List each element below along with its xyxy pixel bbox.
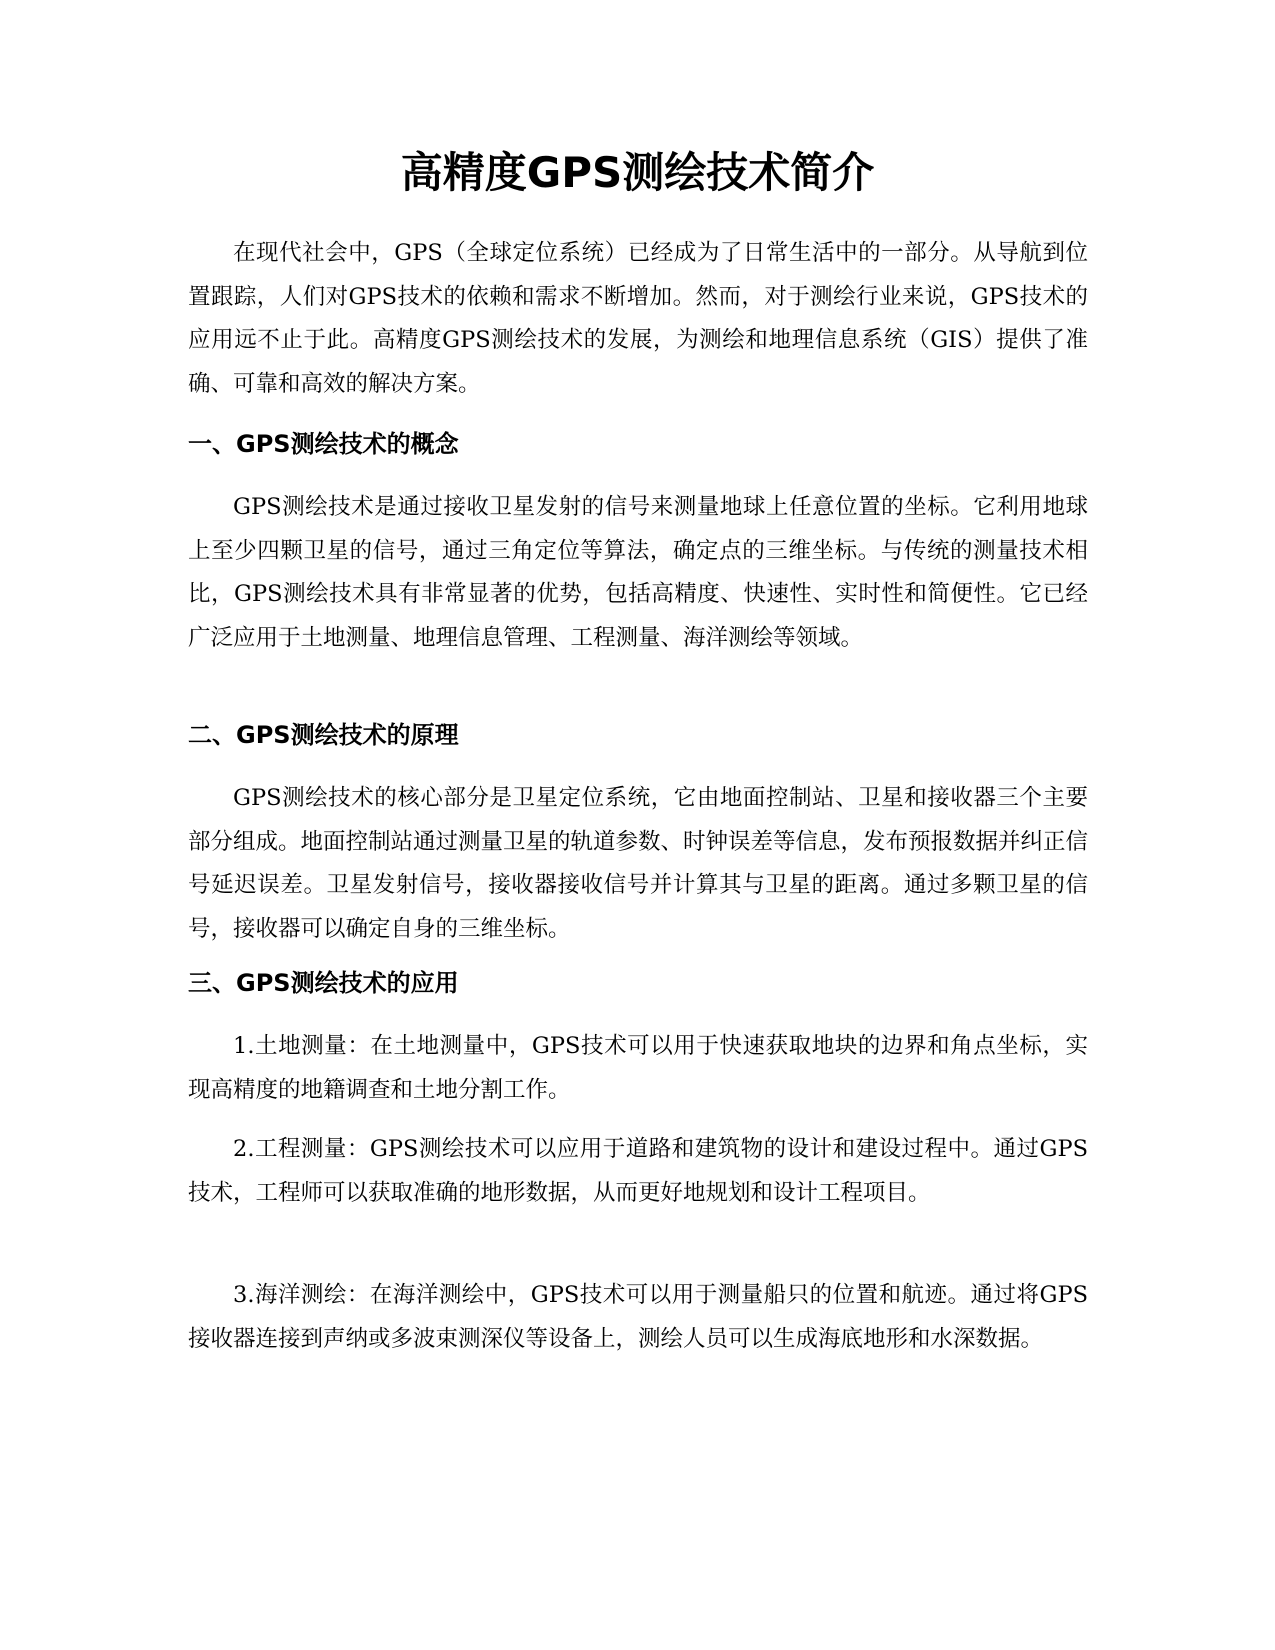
- section-1-heading: 一、GPS测绘技术的概念: [188, 430, 459, 458]
- application-item-2: 2.工程测量：GPS测绘技术可以应用于道路和建筑物的设计和建设过程中。通过GPS技术，工程师可以获取准确的地形数据，从而更好地规划和设计工程项目。: [188, 1136, 1088, 1206]
- application-item-3: 3.海洋测绘：在海洋测绘中，GPS技术可以用于测量船只的位置和航迹。通过将GPS接收器连接到声纳或多波束测深仪等设备上，测绘人员可以生成海底地形和水深数据。: [188, 1282, 1088, 1352]
- section-3-heading: 三、GPS测绘技术的应用: [188, 969, 459, 997]
- section-1-paragraph: GPS测绘技术是通过接收卫星发射的信号来测量地球上任意位置的坐标。它利用地球上至少四颗卫星的信号，通过三角定位等算法，确定点的三维坐标。与传统的测量技术相比，GPS测绘技术具有非常显著的优势，包括高精度、快速性、实时性和简便性。它已经广泛应用于土地测量、地理信息管理、工程测量、海洋测绘等领域。: [188, 494, 1088, 651]
- intro-paragraph: 在现代社会中，GPS（全球定位系统）已经成为了日常生活中的一部分。从导航到位置跟踪，人们对GPS技术的依赖和需求不断增加。然而，对于测绘行业来说，GPS技术的应用远不止于此。高精度GPS测绘技术的发展，为测绘和地理信息系统（GIS）提供了准确、可靠和高效的解决方案。: [188, 240, 1088, 397]
- document-title: 高精度GPS测绘技术简介: [400, 148, 875, 197]
- application-item-1: 1.土地测量：在土地测量中，GPS技术可以用于快速获取地块的边界和角点坐标，实现高精度的地籍调查和土地分割工作。: [188, 1033, 1088, 1103]
- section-2-paragraph: GPS测绘技术的核心部分是卫星定位系统，它由地面控制站、卫星和接收器三个主要部分组成。地面控制站通过测量卫星的轨道参数、时钟误差等信息，发布预报数据并纠正信号延迟误差。卫星发射信号，接收器接收信号并计算其与卫星的距离。通过多颗卫星的信号，接收器可以确定自身的三维坐标。: [188, 785, 1089, 942]
- section-2-heading: 二、GPS测绘技术的原理: [188, 721, 459, 749]
